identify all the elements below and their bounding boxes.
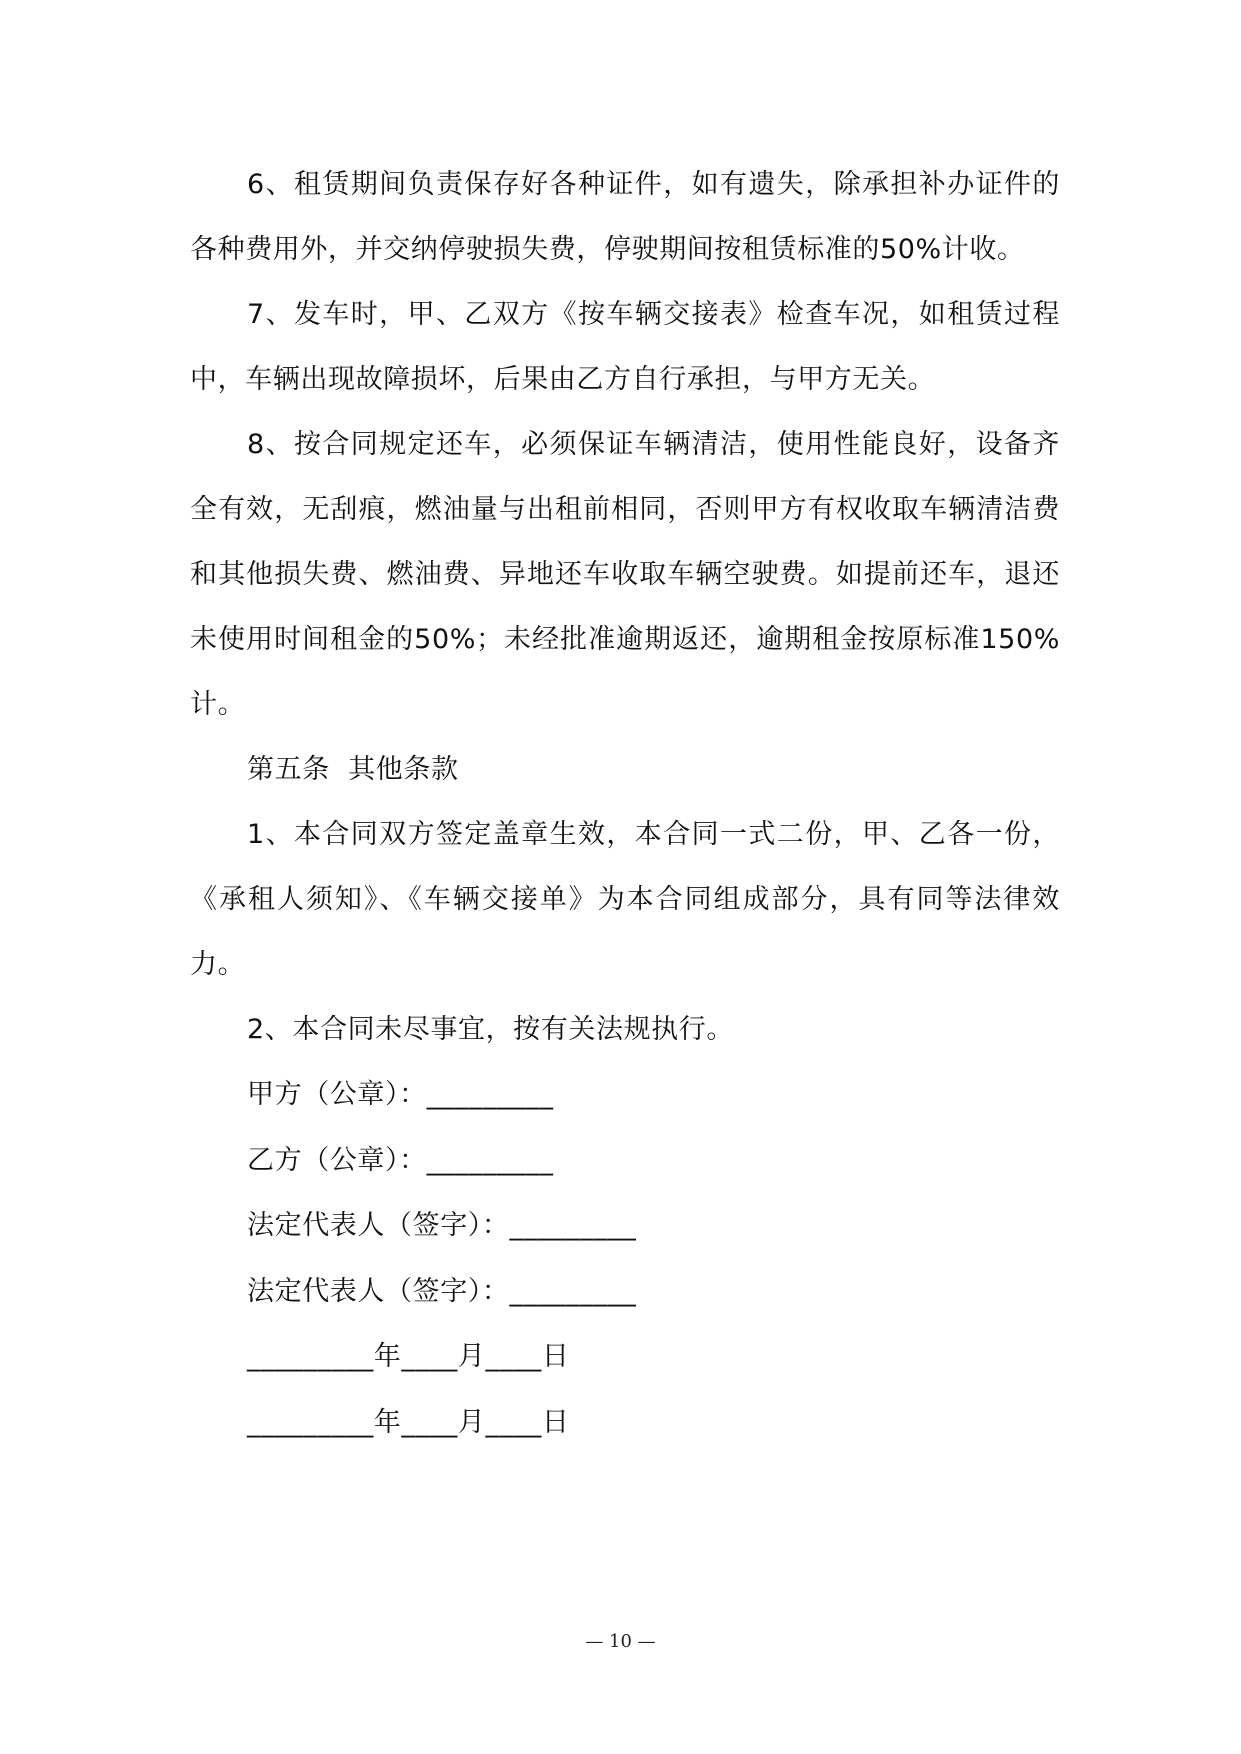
article-5-clause-2-paragraph: 2、本合同未尽事宜，按有关法规执行。 xyxy=(247,1014,734,1045)
clause-6-paragraph: 6、租赁期间负责保存好各种证件，如有遗失，除承担补办证件的各种费用外，并交纳停驶损失费，停驶期间按租赁标准的50%计收。 xyxy=(190,169,1060,265)
legal-representative-signature-line-b: 法定代表人（签字）：_________ xyxy=(247,1275,637,1307)
date-line-a: _________年____月____日 xyxy=(247,1341,570,1372)
clause-7-paragraph: 7、发车时，甲、乙双方《按车辆交接表》检查车况，如租赁过程中，车辆出现故障损坏，后果由乙方自行承担，与甲方无关。 xyxy=(190,299,1060,395)
party-a-seal-line: 甲方（公章）：_________ xyxy=(247,1079,554,1110)
clause-8-paragraph: 8、按合同规定还车，必须保证车辆清洁，使用性能良好，设备齐全有效，无刮痕，燃油量与出租前相同，否则甲方有权收取车辆清洁费和其他损失费、燃油费、异地还车收取车辆空驶费。如提前还车，退还未使用时间租金的50%；未经批准逾期返还，逾期租金按原标准150%计。 xyxy=(190,429,1060,720)
article-5-heading: 第五条 其他条款 xyxy=(247,754,459,785)
legal-representative-signature-line-a: 法定代表人（签字）：_________ xyxy=(247,1210,637,1241)
date-line-b: _________年____月____日 xyxy=(247,1406,570,1438)
page-number: — 10 — xyxy=(585,1631,656,1652)
party-b-seal-line: 乙方（公章）：_________ xyxy=(247,1144,554,1176)
article-5-clause-1-paragraph: 1、本合同双方签定盖章生效，本合同一式二份，甲、乙各一份，《承租人须知》、《车辆交接单》为本合同组成部分，具有同等法律效力。 xyxy=(190,819,1060,980)
document-body xyxy=(190,152,1060,1455)
